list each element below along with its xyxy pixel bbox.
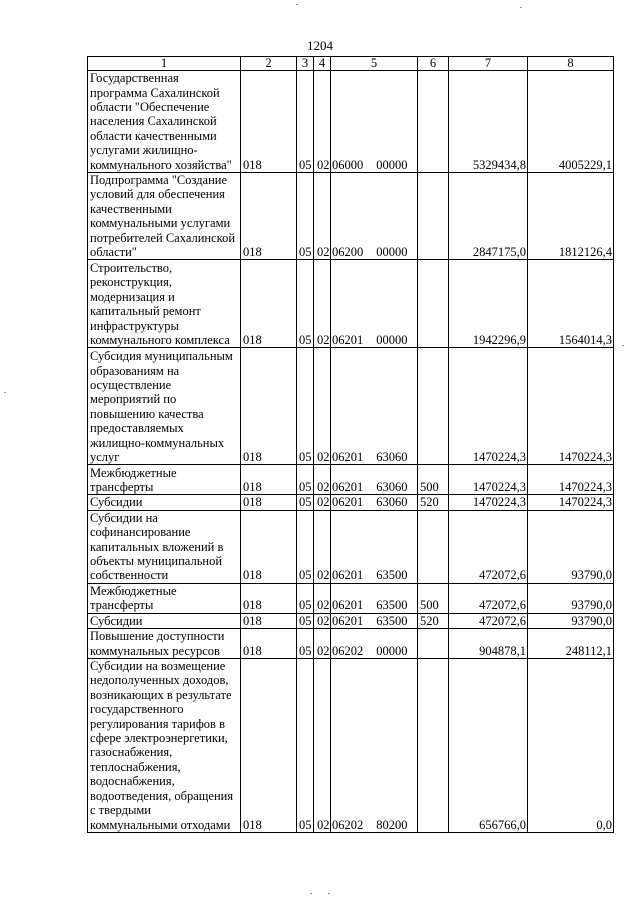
ministry-code-text: 018 xyxy=(243,157,262,172)
ministry-code-text: 018 xyxy=(243,495,262,510)
article-code-a: 06201 xyxy=(332,598,364,613)
amount-col8 xyxy=(528,173,614,260)
section-code xyxy=(297,495,314,510)
amount-col8 xyxy=(528,260,614,348)
ministry-code-text: 018 xyxy=(243,245,262,260)
article-code xyxy=(331,260,418,348)
ministry-code-text: 018 xyxy=(243,450,262,465)
subsection-code-text: 02 xyxy=(317,480,330,495)
section-code-text: 05 xyxy=(299,450,312,465)
expense-type-code xyxy=(418,71,449,173)
expense-type-text: 500 xyxy=(420,598,439,613)
ministry-code xyxy=(241,658,297,832)
subsection-code-text: 02 xyxy=(317,817,330,832)
amount-col7-text: 5329434,8 xyxy=(472,157,526,172)
row-name-text: Государственная программа Сахалинской области "Обеспечение населения Сахалинской области качественными услугами жилищно-коммунального хозяйства" xyxy=(90,71,232,172)
table-row xyxy=(88,495,614,510)
scan-speck xyxy=(296,4,298,5)
subsection-code-text: 02 xyxy=(317,333,330,348)
article-code xyxy=(331,495,418,510)
amount-col8 xyxy=(528,465,614,495)
expense-type-code xyxy=(418,495,449,510)
subsection-code-text: 02 xyxy=(317,568,330,583)
ministry-code xyxy=(241,613,297,628)
article-code xyxy=(331,465,418,495)
article-code-b: 80200 xyxy=(376,817,408,832)
article-code-b: 00000 xyxy=(376,245,408,260)
ministry-code xyxy=(241,260,297,348)
row-name xyxy=(88,629,241,659)
section-code xyxy=(297,658,314,832)
amount-col7-text: 1470224,3 xyxy=(472,480,526,495)
article-code-a: 06000 xyxy=(332,157,364,172)
row-name-text: Межбюджетные трансферты xyxy=(90,583,177,613)
section-code xyxy=(297,348,314,465)
article-code xyxy=(331,510,418,583)
expense-type-code xyxy=(418,173,449,260)
amount-col7 xyxy=(449,71,528,173)
budget-table xyxy=(87,56,614,833)
ministry-code-text: 018 xyxy=(243,817,262,832)
ministry-code-text: 018 xyxy=(243,480,262,495)
expense-type-text: 520 xyxy=(420,495,439,510)
subsection-code xyxy=(314,260,331,348)
section-code-text: 05 xyxy=(299,613,312,628)
ministry-code-text: 018 xyxy=(243,333,262,348)
section-code xyxy=(297,583,314,613)
amount-col8 xyxy=(528,510,614,583)
section-code-text: 05 xyxy=(299,643,312,658)
amount-col7-text: 1470224,3 xyxy=(472,495,526,510)
table-row xyxy=(88,465,614,495)
row-name-text: Субсидии xyxy=(90,495,143,510)
expense-type-text: 520 xyxy=(420,613,439,628)
scan-speck xyxy=(520,7,522,8)
row-name xyxy=(88,613,241,628)
amount-col7 xyxy=(449,658,528,832)
section-code xyxy=(297,629,314,659)
subsection-code xyxy=(314,465,331,495)
row-name-text: Субсидии на софинансирование капитальных вложений в объекты муниципальной собственности xyxy=(90,510,224,583)
table-header-row xyxy=(88,57,614,71)
amount-col8-text: 1564014,3 xyxy=(558,333,612,348)
article-code-b: 63060 xyxy=(376,495,408,510)
subsection-code-text: 02 xyxy=(317,598,330,613)
section-code xyxy=(297,510,314,583)
section-code xyxy=(297,173,314,260)
table-row xyxy=(88,510,614,583)
section-code-text: 05 xyxy=(299,817,312,832)
section-code-text: 05 xyxy=(299,568,312,583)
table-row xyxy=(88,629,614,659)
subsection-code xyxy=(314,583,331,613)
section-code xyxy=(297,260,314,348)
ministry-code-text: 018 xyxy=(243,613,262,628)
amount-col7 xyxy=(449,173,528,260)
ministry-code xyxy=(241,495,297,510)
row-name xyxy=(88,465,241,495)
scan-speck xyxy=(310,893,312,894)
ministry-code-text: 018 xyxy=(243,643,262,658)
column-header: 2 xyxy=(241,57,297,71)
section-code xyxy=(297,71,314,173)
table-row xyxy=(88,173,614,260)
table-row xyxy=(88,71,614,173)
article-code-a: 06200 xyxy=(332,245,364,260)
amount-col7-text: 472072,6 xyxy=(479,613,526,628)
scan-speck xyxy=(622,345,624,346)
row-name-text: Межбюджетные трансферты xyxy=(90,465,177,495)
ministry-code xyxy=(241,465,297,495)
ministry-code-text: 018 xyxy=(243,598,262,613)
ministry-code xyxy=(241,348,297,465)
amount-col7 xyxy=(449,510,528,583)
column-header: 3 xyxy=(297,57,314,71)
article-code-b: 63500 xyxy=(376,598,408,613)
column-header: 4 xyxy=(314,57,331,71)
amount-col7-text: 472072,6 xyxy=(479,598,526,613)
expense-type-code xyxy=(418,583,449,613)
article-code-b: 63500 xyxy=(376,613,408,628)
ministry-code xyxy=(241,629,297,659)
section-code-text: 05 xyxy=(299,333,312,348)
ministry-code xyxy=(241,173,297,260)
row-name xyxy=(88,71,241,173)
article-code-b: 63060 xyxy=(376,480,408,495)
section-code-text: 05 xyxy=(299,598,312,613)
article-code-b: 63500 xyxy=(376,568,408,583)
article-code-a: 06202 xyxy=(332,817,364,832)
expense-type-code xyxy=(418,260,449,348)
amount-col7 xyxy=(449,465,528,495)
amount-col8 xyxy=(528,629,614,659)
amount-col7-text: 2847175,0 xyxy=(472,245,526,260)
row-name xyxy=(88,658,241,832)
amount-col8 xyxy=(528,613,614,628)
table-row xyxy=(88,348,614,465)
ministry-code xyxy=(241,510,297,583)
row-name-text: Субсидии на возмещение недополученных доходов, возникающих в результате государственного регулирования тарифов в сфере электроэнергетики, газоснабжения, теплоснабжения, водоснабжения, водоотведения, обращения с твердыми коммунальными отходами xyxy=(90,659,234,832)
amount-col8 xyxy=(528,348,614,465)
subsection-code xyxy=(314,173,331,260)
row-name xyxy=(88,583,241,613)
section-code-text: 05 xyxy=(299,245,312,260)
subsection-code-text: 02 xyxy=(317,613,330,628)
subsection-code-text: 02 xyxy=(317,495,330,510)
table-row xyxy=(88,658,614,832)
subsection-code xyxy=(314,510,331,583)
expense-type-code xyxy=(418,629,449,659)
amount-col7-text: 656766,0 xyxy=(479,817,526,832)
section-code-text: 05 xyxy=(299,495,312,510)
amount-col8 xyxy=(528,495,614,510)
amount-col7-text: 1942296,9 xyxy=(472,333,526,348)
column-header: 6 xyxy=(418,57,449,71)
ministry-code xyxy=(241,583,297,613)
expense-type-code xyxy=(418,658,449,832)
subsection-code xyxy=(314,613,331,628)
amount-col8-text: 1470224,3 xyxy=(558,495,612,510)
subsection-code xyxy=(314,658,331,832)
article-code-b: 00000 xyxy=(376,643,408,658)
column-header: 1 xyxy=(88,57,241,71)
amount-col8-text: 93790,0 xyxy=(571,598,612,613)
article-code xyxy=(331,71,418,173)
amount-col7-text: 904878,1 xyxy=(479,643,526,658)
article-code-a: 06201 xyxy=(332,480,364,495)
article-code xyxy=(331,348,418,465)
article-code xyxy=(331,629,418,659)
section-code xyxy=(297,465,314,495)
article-code-a: 06202 xyxy=(332,643,364,658)
row-name-text: Строительство, реконструкция, модернизация и капитальный ремонт инфраструктуры коммунального комплекса xyxy=(90,261,230,348)
row-name-text: Субсидии xyxy=(90,613,143,628)
amount-col8 xyxy=(528,583,614,613)
amount-col8-text: 93790,0 xyxy=(571,568,612,583)
row-name xyxy=(88,173,241,260)
amount-col7 xyxy=(449,495,528,510)
amount-col8-text: 1470224,3 xyxy=(558,480,612,495)
article-code-a: 06201 xyxy=(332,613,364,628)
article-code-a: 06201 xyxy=(332,450,364,465)
amount-col7-text: 1470224,3 xyxy=(472,450,526,465)
expense-type-text: 500 xyxy=(420,480,439,495)
amount-col7 xyxy=(449,613,528,628)
article-code xyxy=(331,658,418,832)
ministry-code xyxy=(241,71,297,173)
article-code-b: 63060 xyxy=(376,450,408,465)
article-code-b: 00000 xyxy=(376,157,408,172)
page-number: 1204 xyxy=(307,38,333,53)
amount-col7 xyxy=(449,260,528,348)
subsection-code-text: 02 xyxy=(317,643,330,658)
article-code-b: 00000 xyxy=(376,333,408,348)
scan-speck xyxy=(328,893,330,894)
article-code-a: 06201 xyxy=(332,495,364,510)
section-code-text: 05 xyxy=(299,157,312,172)
table-row xyxy=(88,260,614,348)
subsection-code xyxy=(314,495,331,510)
row-name xyxy=(88,260,241,348)
amount-col8 xyxy=(528,71,614,173)
ministry-code-text: 018 xyxy=(243,568,262,583)
row-name xyxy=(88,510,241,583)
table-row xyxy=(88,613,614,628)
column-header: 5 xyxy=(331,57,418,71)
amount-col7 xyxy=(449,583,528,613)
row-name-text: Повышение доступности коммунальных ресурсов xyxy=(90,629,225,658)
subsection-code-text: 02 xyxy=(317,245,330,260)
article-code xyxy=(331,173,418,260)
column-header: 7 xyxy=(449,57,528,71)
amount-col8 xyxy=(528,658,614,832)
row-name xyxy=(88,348,241,465)
scan-speck xyxy=(4,392,6,393)
amount-col8-text: 4005229,1 xyxy=(558,157,612,172)
article-code xyxy=(331,583,418,613)
subsection-code xyxy=(314,348,331,465)
column-header: 8 xyxy=(528,57,614,71)
amount-col8-text: 0,0 xyxy=(596,817,612,832)
subsection-code xyxy=(314,71,331,173)
section-code xyxy=(297,613,314,628)
expense-type-code xyxy=(418,613,449,628)
amount-col8-text: 93790,0 xyxy=(571,613,612,628)
amount-col7-text: 472072,6 xyxy=(479,568,526,583)
amount-col7 xyxy=(449,348,528,465)
row-name-text: Подпрограмма "Создание условий для обеспечения качественными коммунальными услугами потребителей Сахалинской области" xyxy=(90,173,236,260)
amount-col8-text: 1812126,4 xyxy=(558,245,612,260)
article-code-a: 06201 xyxy=(332,333,364,348)
expense-type-code xyxy=(418,465,449,495)
row-name-text: Субсидия муниципальным образованиям на осуществление мероприятий по повышению качества предоставляемых жилищно-коммунальных услуг xyxy=(90,349,233,465)
subsection-code-text: 02 xyxy=(317,157,330,172)
article-code xyxy=(331,613,418,628)
article-code-a: 06201 xyxy=(332,568,364,583)
amount-col7 xyxy=(449,629,528,659)
amount-col8-text: 248112,1 xyxy=(565,643,612,658)
row-name xyxy=(88,495,241,510)
subsection-code-text: 02 xyxy=(317,450,330,465)
table-row xyxy=(88,583,614,613)
amount-col8-text: 1470224,3 xyxy=(558,450,612,465)
subsection-code xyxy=(314,629,331,659)
expense-type-code xyxy=(418,348,449,465)
section-code-text: 05 xyxy=(299,480,312,495)
expense-type-code xyxy=(418,510,449,583)
